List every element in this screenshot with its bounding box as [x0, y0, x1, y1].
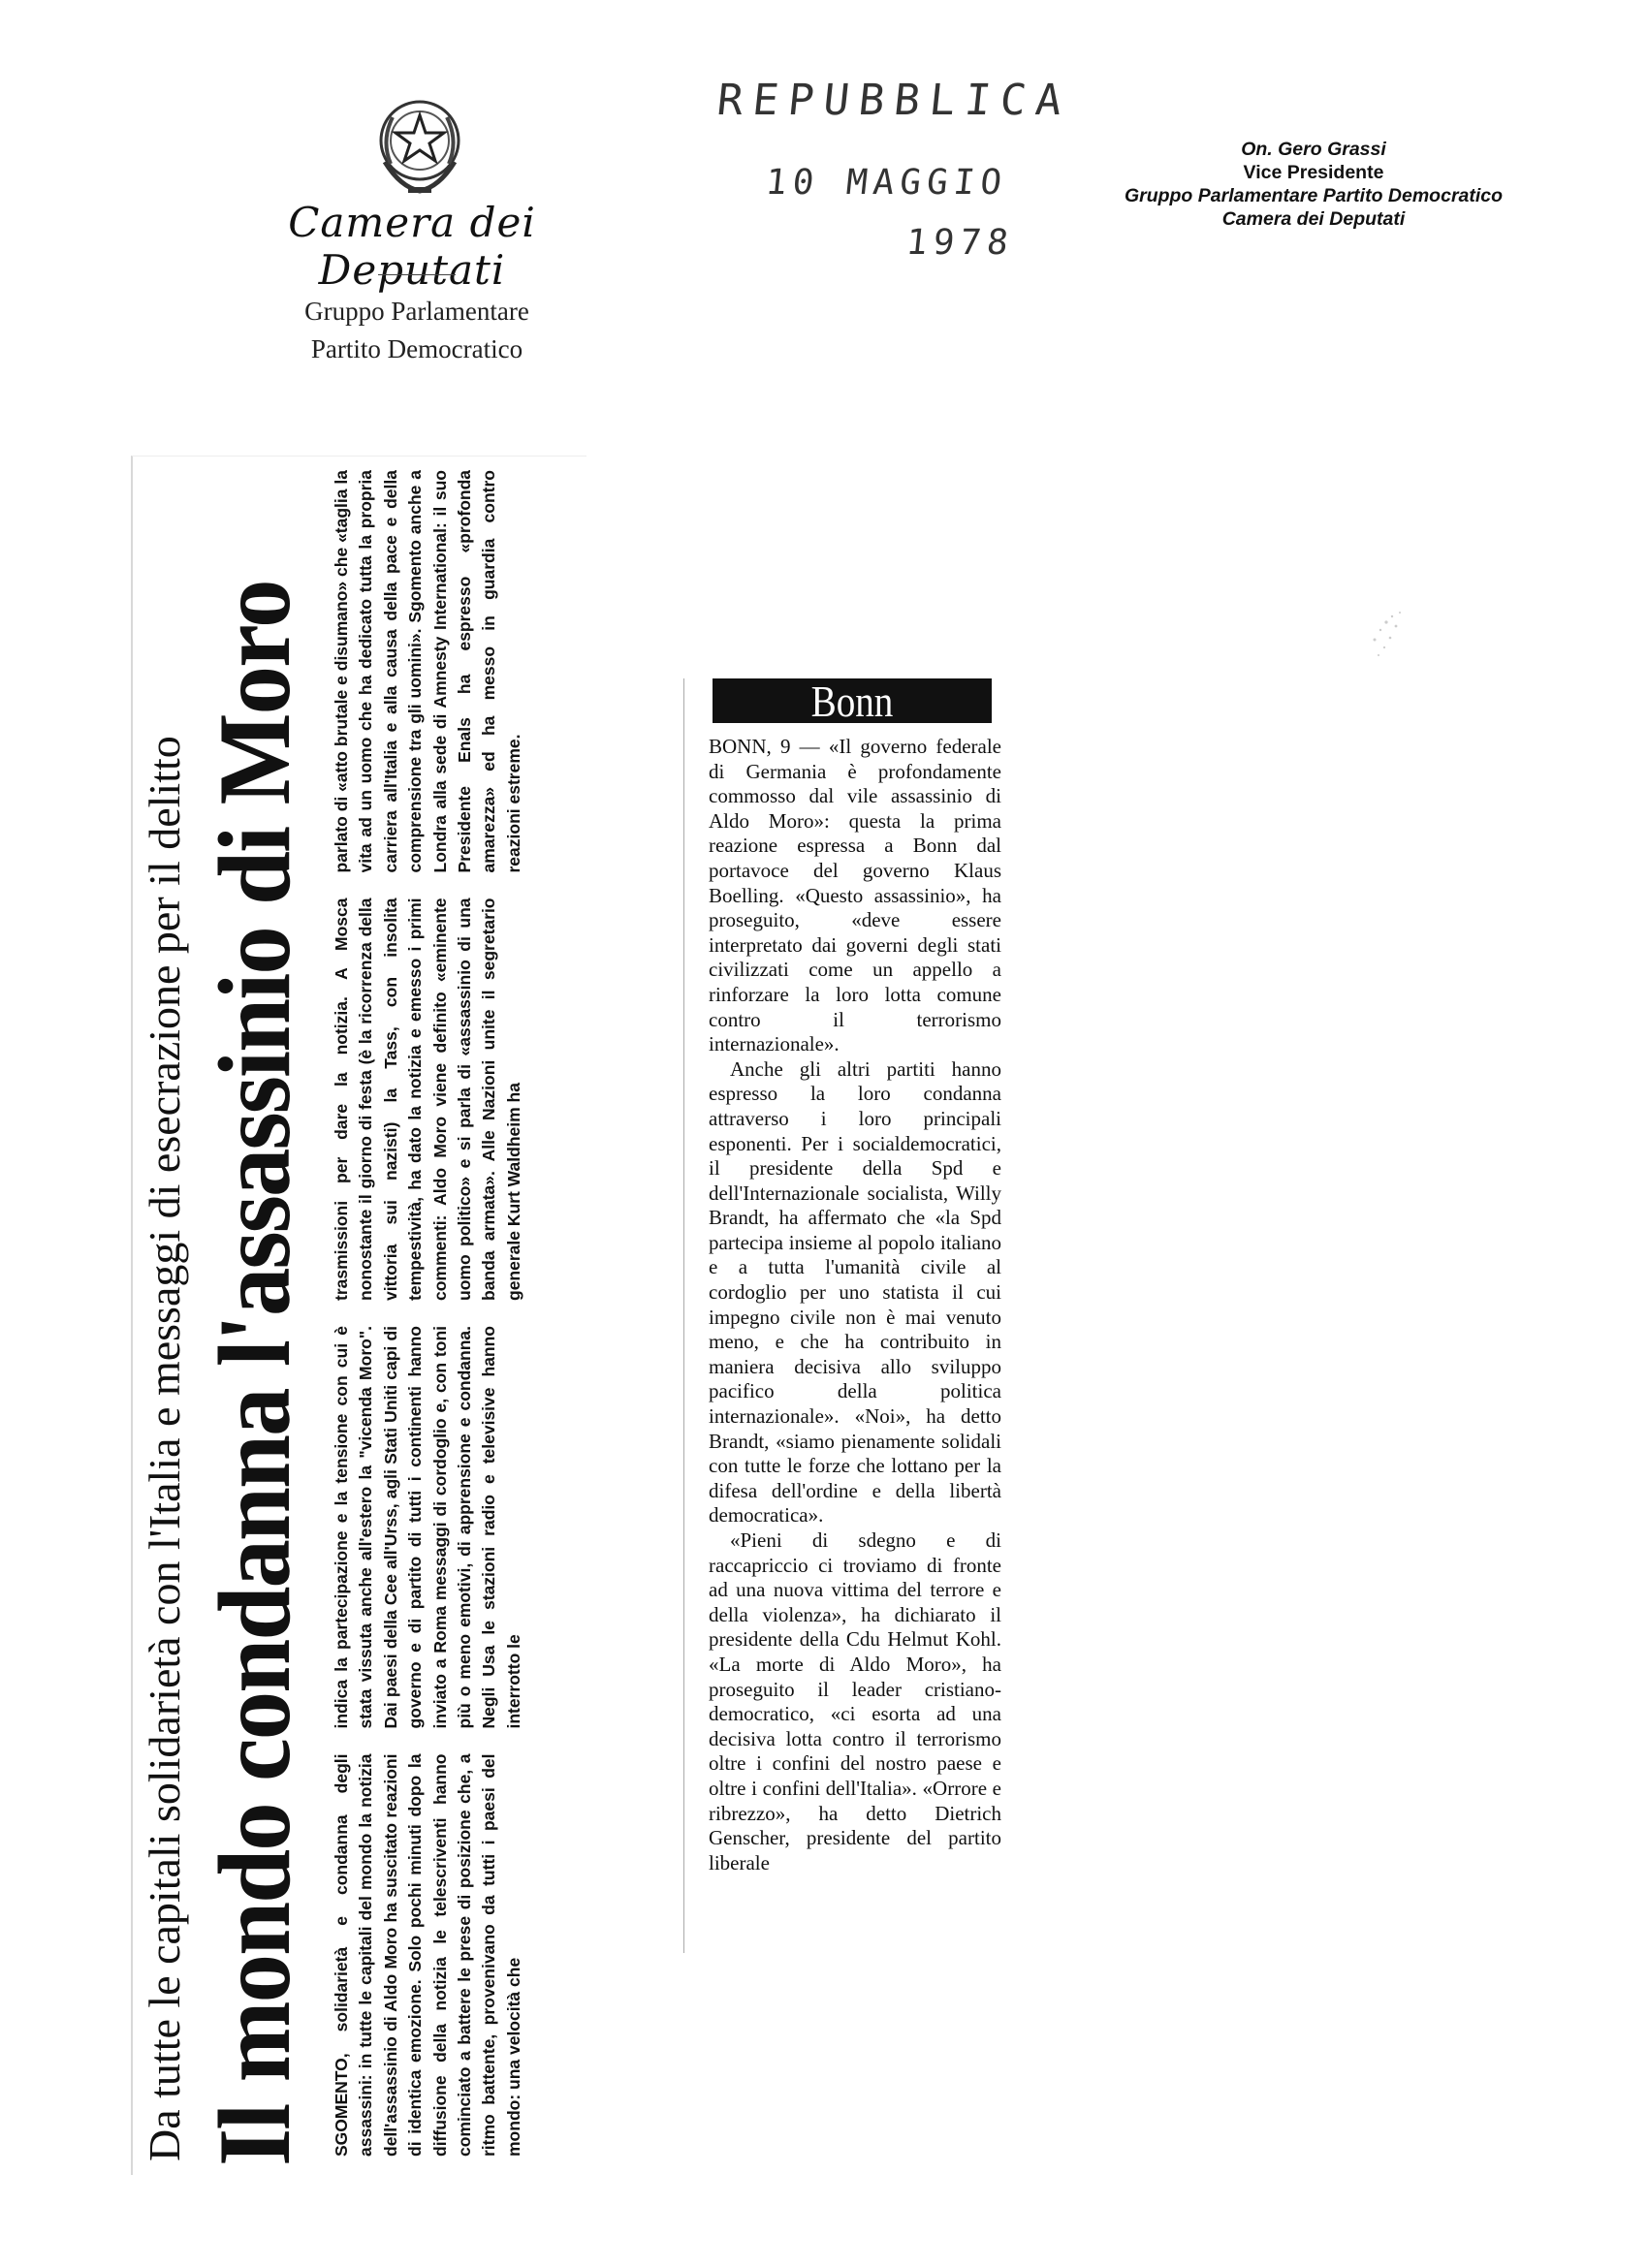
- letterhead-divider: [378, 274, 456, 275]
- sender-block: [1086, 138, 1541, 231]
- article-column-4: parlato di «atto brutale e disumano» che «taglia la vita ad un uomo che ha dedicato tutta la propria carriera all'Italia e alla causa della pace e della comprensione tra gli uomini». Sgomento anche a Londra alla sede di Amnesty International: il suo Presidente Enals ha espresso «profonda amarezza» ed ha messo in guardia contro reazioni estreme.: [332, 470, 523, 873]
- scan-speck: [1365, 601, 1411, 669]
- bonn-paragraph-2: Anche gli altri partiti hanno espresso la loro condanna attraverso i loro principali esponenti. Per i socialdemocratici, il presidente della Spd e dell'Internazionale socialista, Willy Brandt, ha affermato che «la Spd partecipa insieme al popolo italiano e a tutta l'umanità civile al cordoglio per uno statista il cui impegno civile non è mai venuto meno, e che ha contribuito in maniera decisiva allo sviluppo pacifico della politica internazionale». «Noi», ha detto Brandt, «siamo pienamente solidali con tutte le forze che lottano per la difesa dell'ordine e della libertà democratica».: [709, 1056, 1001, 1528]
- bonn-paragraph-1: BONN, 9 — «Il governo federale di Germania è profondamente commosso dal vile assassinio di Aldo Moro»: questa la prima reazione espressa a Bonn dal portavoce del governo Klaus Boelling. «Questo assassinio», ha proseguito, «deve essere interpretato dai governi degli stati civilizzati come un appello a rinforzare la loro lotta comune contro il terrorismo internazionale».: [709, 735, 1001, 1056]
- handwritten-year: 1978: [903, 223, 1016, 263]
- sender-chamber: Camera dei Deputati: [1221, 208, 1406, 230]
- article-body: [330, 470, 582, 2157]
- bonn-clipping-edge: [683, 678, 684, 1953]
- bonn-clipping: [683, 669, 1013, 1958]
- group-line-2: Partito Democratico: [310, 334, 523, 363]
- article-headline: Il mondo condanna l'assassinio di Moro: [198, 581, 311, 2166]
- rotated-article: [131, 456, 586, 2176]
- sender-group: Gruppo Parlamentare Partito Democratico: [1124, 185, 1504, 206]
- bonn-text: [709, 735, 1001, 1875]
- handwritten-newspaper: REPUBBLICA: [714, 76, 1074, 125]
- group-line-1: Gruppo Parlamentare: [304, 297, 529, 326]
- republic-emblem-icon: [371, 92, 468, 199]
- bonn-heading-bar: [713, 677, 992, 726]
- article-column-1: SGOMENTO, solidarietà e condanna degli assassini: in tutte le capitali del mondo la notizia dell'assassinio di Aldo Moro ha suscitato reazioni di identica emozione. Solo pochi minuti dopo la diffusione della notizia le telescriventi hanno cominciato a battere le prese di posizione che, a ritmo battente, provenivano da tutti i paesi del mondo: una velocità che: [332, 1753, 523, 2157]
- article-column-3: trasmissioni per dare la notizia. A Mosca nonostante il giorno di festa (è la ricorrenza della vittoria sui nazisti) la Tass, con insolita tempestività, ha dato la notizia e emesso i primi commenti: Aldo Moro viene definito «eminente uomo politico» e si parla di «assassinio di una banda armata». Alle Nazioni unite il segretario generale Kurt Waldheim ha: [332, 898, 523, 1301]
- article-clipping: [131, 456, 586, 2176]
- bonn-heading: Bonn: [810, 677, 894, 726]
- sender-role: Vice Presidente: [1243, 162, 1384, 183]
- article-column-2: indica la partecipazione e la tensione con cui è stata vissuta anche all'estero la "vicenda Moro". Dai paesi della Cee all'Urss, agli Stati Uniti capi di governo e di partito di tutti i continenti hanno inviato a Roma messaggi di cordoglio e, con toni più o meno emotivi, di apprensione e condanna. Negli Usa le stazioni radio e televisive hanno interrotto le: [332, 1326, 523, 1729]
- institution-name: Camera dei Deputati: [288, 199, 536, 294]
- bonn-paragraph-3: «Pieni di sdegno e di raccapriccio ci troviamo di fronte ad una nuova vittima del terrore e della violenza», ha dichiarato il presidente della Cdu Helmut Kohl. «La morte di Aldo Moro», ha proseguito il leader cristiano-democratico, «ci esorta ad una decisiva lotta contro il terrorismo oltre i confini del nostro paese e oltre i confini dell'Italia». «Orrore e ribrezzo», ha detto Dietrich Genscher, presidente del partito liberale: [709, 1528, 1001, 1874]
- handwritten-date: 10 MAGGIO: [763, 163, 1010, 203]
- sender-name: On. Gero Grassi: [1241, 139, 1386, 160]
- article-kicker: Da tutte le capitali solidarietà con l'Italia e messaggi di esecrazione per il delitto: [140, 736, 189, 2161]
